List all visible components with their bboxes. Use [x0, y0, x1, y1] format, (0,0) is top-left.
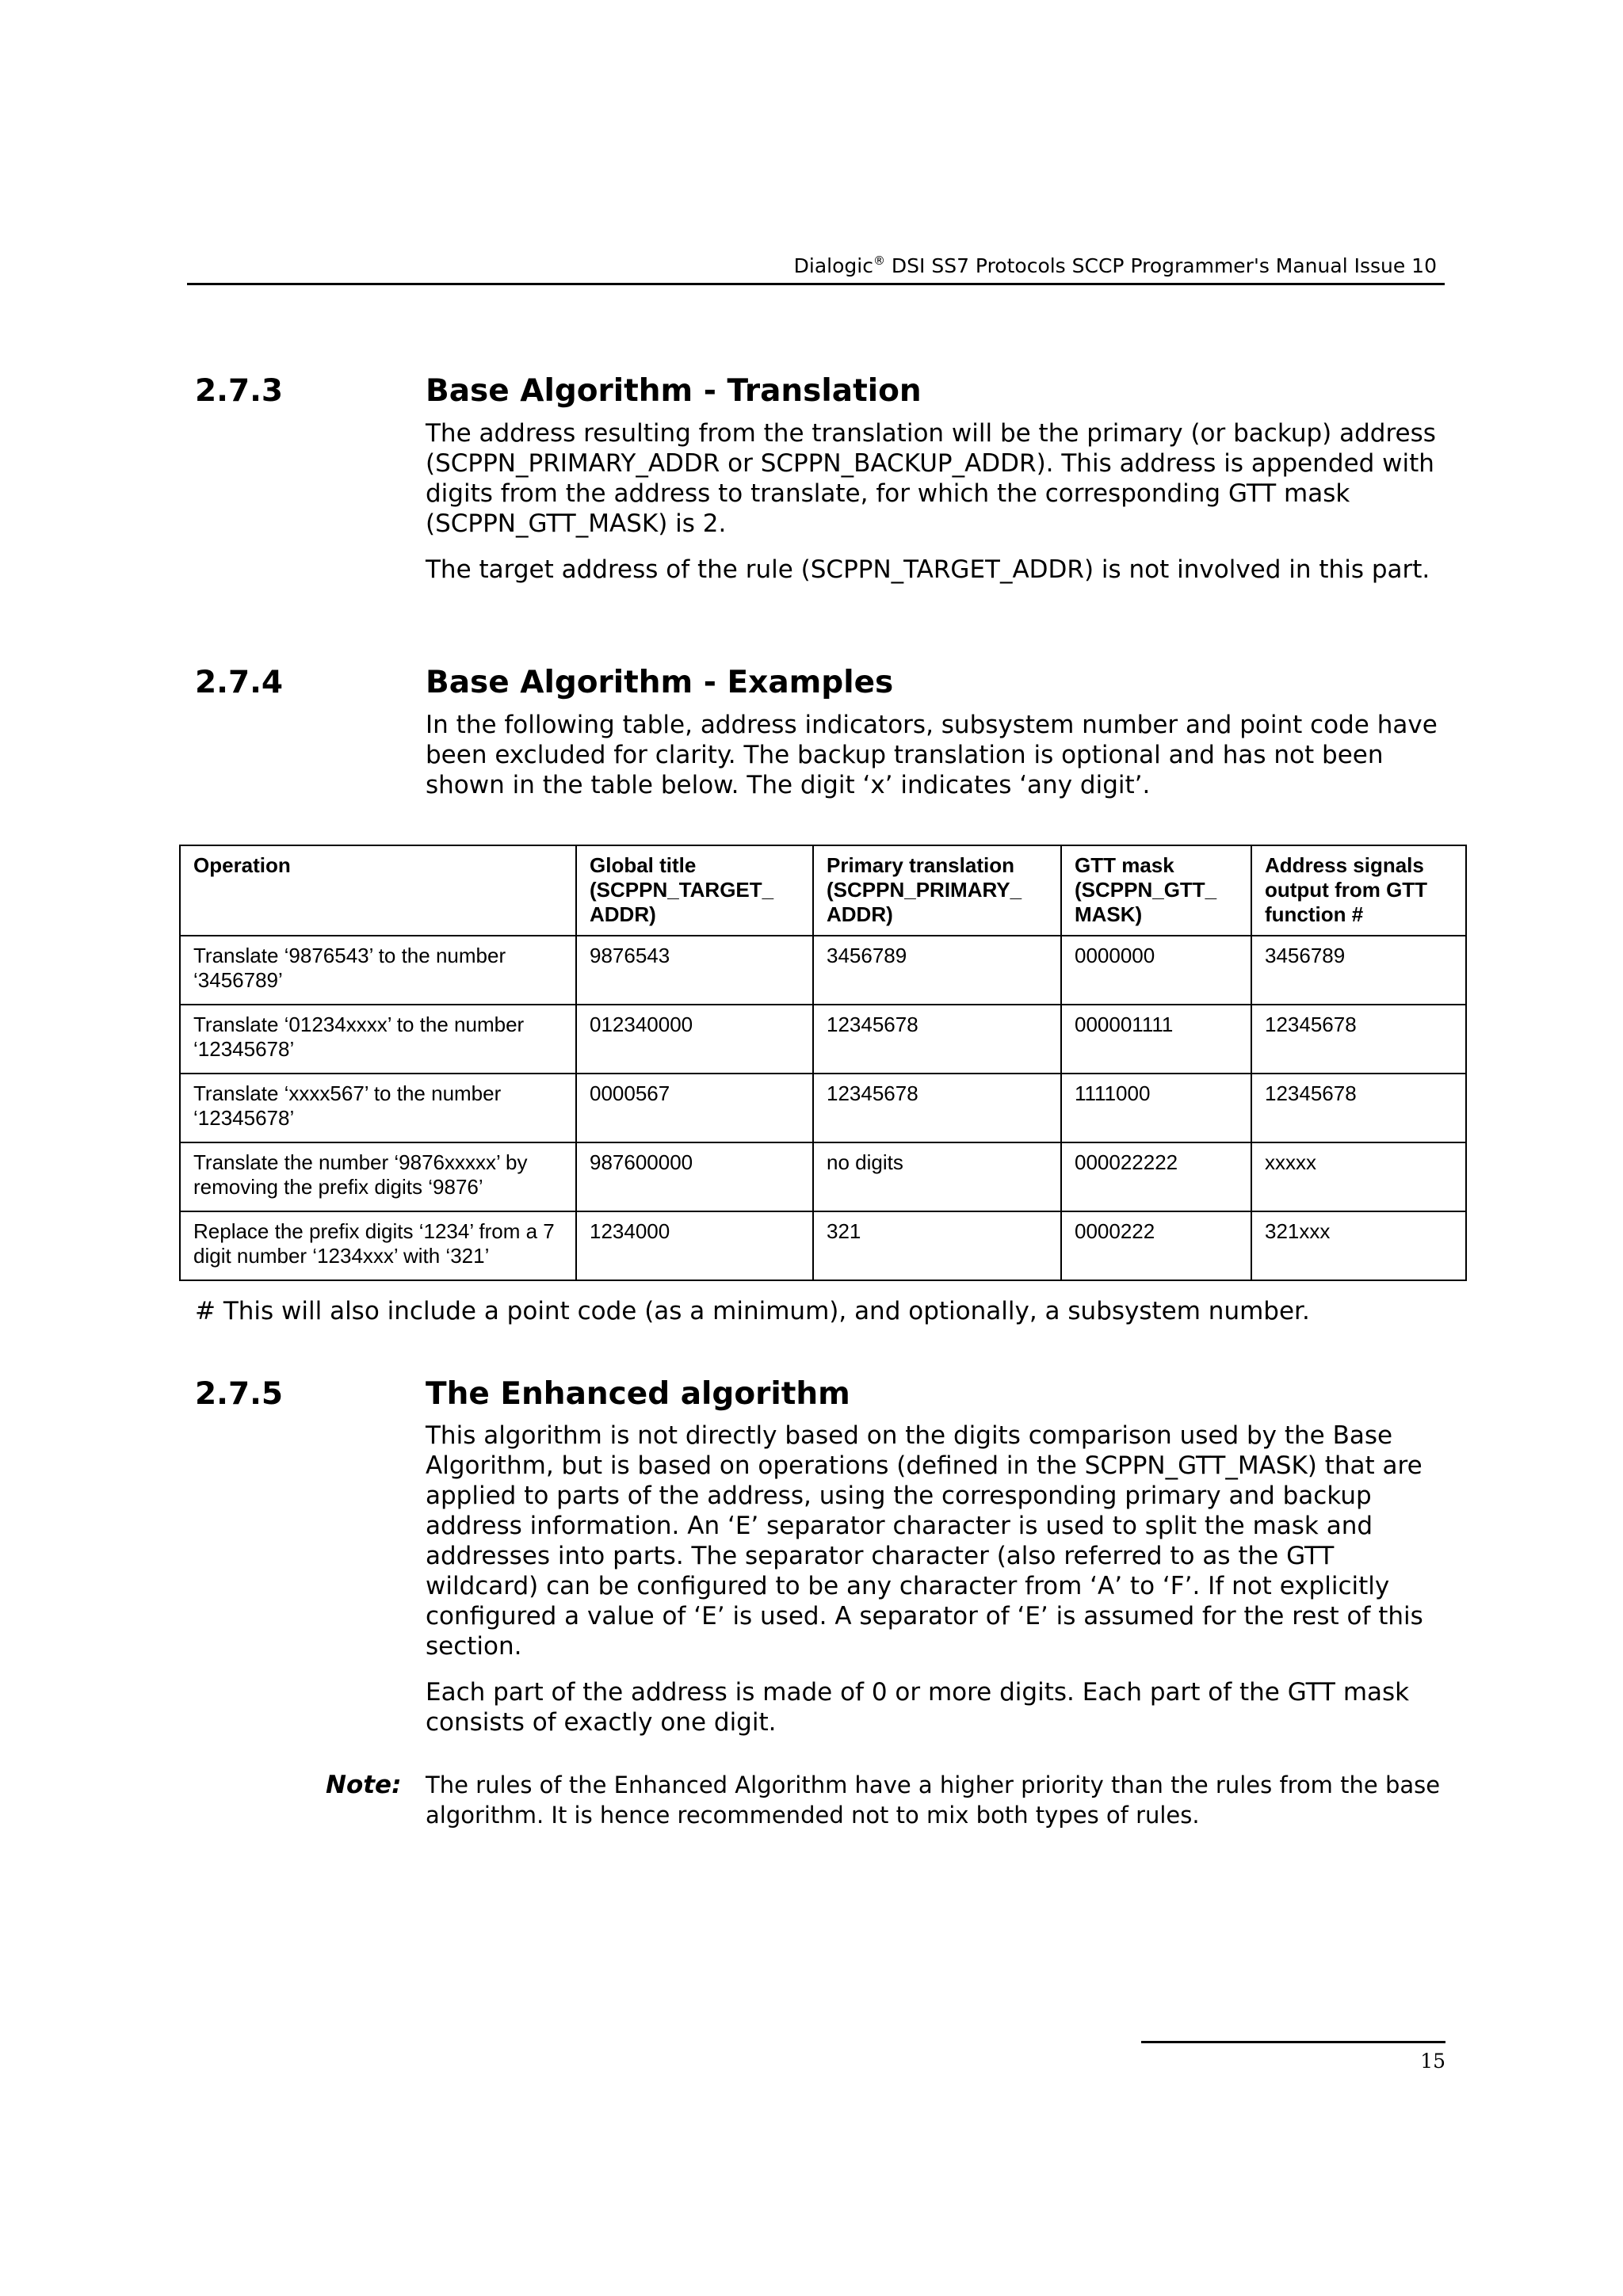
header-title [794, 247, 1437, 280]
table-cell: 12345678 [813, 1005, 1061, 1074]
table-row [180, 936, 1466, 1005]
section-title-2-7-4: Base Algorithm - Examples [426, 665, 894, 700]
table-cell: 0000567 [576, 1074, 813, 1142]
table-header-gtt-mask: GTT mask (SCPPN_GTT_ MASK) [1061, 845, 1251, 936]
header-brand: Dialogic [793, 254, 873, 277]
table-cell: 012340000 [576, 1005, 813, 1074]
page-number: 15 [1420, 2050, 1445, 2073]
table-cell: 0000000 [1061, 936, 1251, 1005]
table-cell: no digits [813, 1142, 1061, 1211]
table-cell: 12345678 [813, 1074, 1061, 1142]
note-label: Note: [326, 1771, 402, 1799]
table-header-primary-translation: Primary translation (SCPPN_PRIMARY_ ADDR) [813, 845, 1061, 936]
table-cell: 000001111 [1061, 1005, 1251, 1074]
header-manual-title: DSI SS7 Protocols SCCP Programmer's Manual Issue 10 [891, 254, 1437, 277]
registered-mark: ® [873, 254, 885, 268]
table-cell: 321xxx [1251, 1211, 1466, 1280]
section-2-7-5-paragraph-2: Each part of the address is made of 0 or more digits. Each part of the GTT mask consists of exactly one digit. [426, 1678, 1410, 1737]
table-cell: 000022222 [1061, 1142, 1251, 1211]
table-cell: 0000222 [1061, 1211, 1251, 1280]
examples-table [179, 845, 1467, 1281]
table-cell: 1111000 [1061, 1074, 1251, 1142]
section-2-7-3-paragraph-2: The target address of the rule (SCPPN_TARGET_ADDR) is not involved in this part. [426, 555, 1430, 584]
section-number-2-7-5: 2.7.5 [195, 1376, 284, 1412]
table-cell: Translate ‘xxxx567’ to the number ‘12345678’ [180, 1074, 576, 1142]
table-header-global-title: Global title (SCPPN_TARGET_ ADDR) [576, 845, 813, 936]
table-header-operation: Operation [180, 845, 576, 936]
table-cell: Translate ‘01234xxxx’ to the number ‘12345678’ [180, 1005, 576, 1074]
section-2-7-4-paragraph-1: In the following table, address indicators, subsystem number and point code have been excluded for clarity. The backup translation is optional and has not been shown in the table below. The digit ‘x’ indicates ‘any digit’. [426, 711, 1438, 799]
table-cell: 1234000 [576, 1211, 813, 1280]
table-cell: 12345678 [1251, 1074, 1466, 1142]
table-cell: xxxxx [1251, 1142, 1466, 1211]
section-title-2-7-5: The Enhanced algorithm [426, 1376, 850, 1412]
section-number-2-7-4: 2.7.4 [195, 665, 284, 700]
footer-rule [1141, 2041, 1445, 2043]
section-2-7-3-paragraph-1: The address resulting from the translation will be the primary (or backup) address (SCPPN_PRIMARY_ADDR or SCPPN_BACKUP_ADDR). This address is appended with digits from the address to translate, for which the corresponding GTT mask (SCPPN_GTT_MASK) is 2. [426, 419, 1436, 538]
table-header-row [180, 845, 1466, 936]
section-number-2-7-3: 2.7.3 [195, 373, 284, 409]
table-footnote: # This will also include a point code (as a minimum), and optionally, a subsystem number. [195, 1297, 1310, 1325]
table-row [180, 1142, 1466, 1211]
table-cell: Replace the prefix digits ‘1234’ from a 7 digit number ‘1234xxx’ with ‘321’ [180, 1211, 576, 1280]
table-cell: 12345678 [1251, 1005, 1466, 1074]
table-cell: Translate the number ‘9876xxxxx’ by removing the prefix digits ‘9876’ [180, 1142, 576, 1211]
table-cell: 3456789 [1251, 936, 1466, 1005]
section-title-2-7-3: Base Algorithm - Translation [426, 373, 922, 409]
table-row [180, 1005, 1466, 1074]
table-header-address-signals: Address signals output from GTT function # [1251, 845, 1466, 936]
table-cell: Translate ‘9876543’ to the number ‘3456789’ [180, 936, 576, 1005]
table-row [180, 1211, 1466, 1280]
table-row [180, 1074, 1466, 1142]
section-2-7-5-paragraph-1: This algorithm is not directly based on the digits comparison used by the Base Algorithm, but is based on operations (defined in the SCPPN_GTT_MASK) that are applied to parts of the address, using the corresponding primary and backup address information. An ‘E’ separator character is used to split the mask and addresses into parts. The separator character (also referred to as the GTT wildcard) can be configured to be any character from ‘A’ to ‘F’. If not explicitly configured a value of ‘E’ is used. A separator of ‘E’ is assumed for the rest of this section. [426, 1421, 1423, 1661]
table-cell: 987600000 [576, 1142, 813, 1211]
table-cell: 321 [813, 1211, 1061, 1280]
note-text: The rules of the Enhanced Algorithm have a higher priority than the rules from the base algorithm. It is hence recommended not to mix both types of rules. [426, 1772, 1441, 1829]
table-cell: 9876543 [576, 936, 813, 1005]
page-header [187, 244, 1445, 285]
table-cell: 3456789 [813, 936, 1061, 1005]
